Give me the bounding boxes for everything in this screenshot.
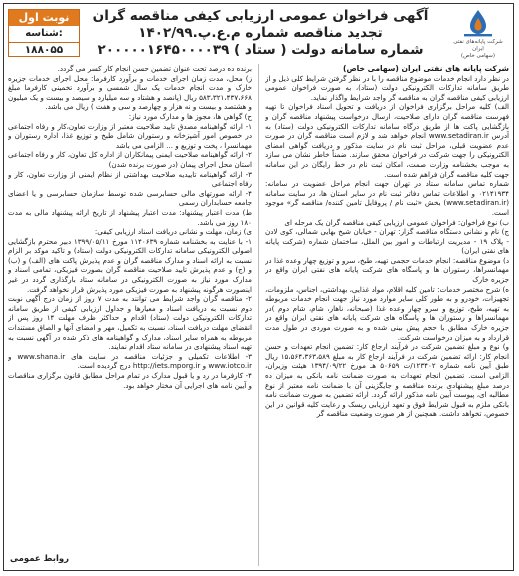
paragraph: ح) گواهی ها، مجوز ها و مدارک مورد نیاز: (128, 111, 253, 121)
paragraph: ۲- ارائه گواهینامه صلاحیت ایمنی پیمانکاران از اداره کل تعاون، کار و رفاه اجتماعی استان محل اجرای پیمان (در صورت برنده شدن) (8, 150, 253, 169)
paragraph: ۲- مناقصه گران واجد شرایط می توانند به مدت ۷ روز از زمان درج آگهی نوبت دوم نسبت به دریافت اسناد و معیارها و جداول ارزیابی کیفی از طریق سامانه تدارکات الکترونیکی دولت (ستاد) اقدام و حداکثر ظرف مهلت ۱۴ روز پس از انقضای مهلت دریافت اسناد، نسبت به تکمیل، مهر و امضای آنها و الصاق مستندات مربوطه به همراه سایر اسناد، مدارک و گواهینامه های ذکر شده در آگهی نسبت به تهیه اسناد پیشنهادی در سامانه ستاد اقدام نمایند. (8, 294, 253, 352)
notice-badge (8, 9, 80, 57)
paragraph: شرکت پایانه های نفتی ایران (سهامی خاص) (342, 64, 509, 73)
paragraph: و) نوع و مبلغ تضمین شرکت در فرآیند ارجاع کار: تضمین انجام تعهدات و حسن انجام کار: ارائه تضمین شرکت در فرآیند ارجاع کار به مبلغ ۱۵،۵۶۴،۳۶۳،۵۸۹ ریال طبق آیین نامه شماره ۱۲۳۴۰۲/ت ۵۰۶۵۹ هـ مورخ ۱۳۹۴/۰۹/۲۲ هیئت وزیران، الزامی است. تضمین انجام تعهدات به صورت ضمانت نامه بانکی به میزان ده درصد مبلغ پیشنهادی برنده مناقصه و جایگزینی آن با ضمانت نامه معتبر از نوع مطالبه ای، پیوست آیین نامه مذکور ارائه گردد. ارائه تضمین به صورت ضمانت نامه بانکی ملزم به قبول شرایط فوق و تعهد ارزیابی ریسک و رعایت کلیه قوانین در این خصوص، تخواهد داشت. همچنین از هر صورت وضعیت مناقصه گر (264, 342, 509, 419)
logo-caption-2: (سهامی خاص) (460, 53, 496, 60)
column-divider (258, 64, 259, 566)
advertisement-frame (3, 3, 514, 571)
ad-body (8, 64, 509, 566)
left-text-column (8, 64, 252, 566)
paragraph: ب) نوع فراخوان: فراخوان عمومی ارزیابی کیفی مناقصه گران یک مرحله ای (284, 217, 509, 227)
oil-terminal-logo-icon (461, 8, 495, 38)
paragraph: ۳- ارائه گواهینامه تاییدیه صلاحیت بهداشتی از نظام ایمنی از وزارت تعاون، کار و رفاه اجتماعی (8, 169, 253, 189)
right-text-column (265, 64, 509, 566)
title-line-1: آگهی فراخوان عمومی ارزیابی کیفی مناقصه گران (92, 8, 429, 24)
paragraph: د) موضوع مناقصه: انجام خدمات حجمی تهیه، طبخ، سرو و توزیع چهار وعده غذا در مهمانسراها، رستوران ها و پاسگاه های شرکت پایانه های نفتی ایران واقع در جزیره خارک (264, 255, 509, 285)
ad-title (80, 8, 441, 59)
paragraph: ج) نام و نشانی دستگاه مناقصه گزار: تهران - خیابان شیخ بهایی شمالی، کوی لادن - پلاک ۱۹ - مدیریت ارتباطات و امور بین الملل، ساختمان شماره (شرکت پایانه های نفتی ایران) (264, 227, 509, 256)
notice-round-label: نوبت اول (9, 10, 79, 26)
paragraph: در نظر دارد انجام خدمات موضوع مناقصه را با در نظر گرفتن شرایط کلی ذیل و از طریق سامانه تدارکات الکترونیکی دولت (ستاد)، به صورت فراخوان عمومی ارزیابی کیفی مناقصه گران به مناقصه گر واجد شرایط واگذار نماید. (264, 73, 509, 102)
paragraph: ۱- با عنایت به بخشنامه شماره ۱۱۴۰۶۳۹ مورخ ۱۳۹۹/۰۵/۱۱ دبیر محترم بازگشایی اصولی الکترونیکی سامانه تدارکات الکترونیکی دولت (ستاد) و تاکید موکد بر الزام نسبت به ارائه اسناد و مدارک مناقصه گران و عدم پذیرش پاکت های (الف) و (ب) و (ج) و عدم پذیرش تایید صلاحیت مناقصه گران بصورت فیزیکی، تمامی اسناد و مدارک مورد نیاز به صورت الکترونیکی در سامانه ستاد بارگذاری گردد در غیر اینصورت هرگونه پیشنهاد به صورت فیزیکی مورد پذیرش قرار نخواهد گرفت. (8, 236, 253, 294)
paragraph: الف) کلیه مراحل برگزاری فراخوان از دریافت و تحویل اسناد فراخوان تا تهیه فهرست مناقصه گران دارای صلاحیت، ارسال درخواست پیشنهاد مناقصه گران و بازگشایی پاکت ها از طریق درگاه سامانه تدارکات الکترونیکی دولت (ستاد) به آدرس www.setadiran.ir انجام خواهد شد و لازم است مناقصه گران در صورت عدم عضویت قبلی، مراحل ثبت نام در سایت مذکور و دریافت گواهی امضای الکترونیکی را جهت شرکت در فراخوان محقق سازند. ضمناً خاطر نشان می سازد به موجب بخشنامه وزارت صمت، امکان ثبت نام در خط رایگان در این سامانه جهت کلیه مناقصه گران فراهم شده است. (264, 102, 509, 179)
paragraph: ۴- کارفرما در رد و یا قبول مدارک در تمام مراحل مطابق قانون برگزاری مناقصات و آیین نامه های اجرایی آن مختار خواهد بود. (8, 371, 253, 390)
paragraph: ه) شرح مختصر خدمات: تامین کلیه اقلام، مواد غذایی، بهداشتی، اجناس، ملزومات، تجهیزات، خودرو و به طور کلی سایر موارد مورد نیاز جهت انجام خدمات مربوطه به تهیه، طبخ، توزیع و سرو چهار وعده غذا (صبحانه، ناهار، شام، شام دوم )در مهمانسراها و رستوران ها و پاسگاه های شرکت پایانه های نفتی ایران واقع در جزیره خارک مطابق با حجم پیش بینی شده و به صورت موردی در طول مدت قرارداد و به میزان درخواست شرکت. (264, 284, 509, 342)
logo-caption-1: شرکت پایانه‌های نفتی ایران (453, 39, 503, 52)
public-relations-label: روابط عمومی (10, 554, 70, 564)
company-logo (447, 8, 509, 60)
notice-id-label: شناسه: (9, 26, 79, 43)
paragraph: ط) مدت اعتبار پیشنهاد: مدت اعتبار پیشنهاد از تاریخ ارائه پیشنهاد مالی به مدت ۱۸۰ روز می باشد. (8, 207, 253, 227)
paragraph: ۱- ارائه گواهینامه مصدق تایید صلاحیت معتبر از وزارت تعاون،کار و رفاه اجتماعی در خصوص امور آشپزخانه و رستوران شامل طبخ و توزیع غذا، اداره رستوران و مهمانسرا ، پخت و توزیع و ... الزامی می باشد (8, 121, 253, 150)
title-line-3: شماره سامانه دولت ( ستاد ) ۲۰۰۰۰۰۱۶۴۵۰۰۰۰۳۹ (97, 42, 424, 58)
title-line-2: تجدید مناقصه شماره م.ع.پ.۱۴۰۲/۹۹ (138, 25, 383, 41)
ad-header (4, 4, 515, 62)
paragraph: شماره تماس سامانه ستاد در تهران جهت انجام مراحل عضویت در سامانه: ۰۲۱۴۱۹۳۴ و اطلاعات تماس دفاتر ثبت نام در سایر استان ها، در سایت سامانه (www.setadiran.ir) بخش «ثبت نام / پروفایل تامین کننده/ مناقصه گر» موجود است. (264, 179, 509, 217)
paragraph: ز) محل، مدت زمان اجرای خدمات و برآورد کارفرما: محل اجرای خدمات جزیره خارک و مدت انجام خدمات یک سال شمسی و برآورد تخمینی کارفرما مبلغ ۵۸۳،۳۲۱،۴۳۷،۶۶۸ ریال (پانصد و هشتاد و سه میلیارد و سیصد و بیست و یک میلیون و هشتصد و بیست و نه هزار و چهارصد و سی و هفت ) ریال می باشد. (8, 73, 253, 112)
paragraph: ۳- اطلاعات تکمیلی و جزئیات مناقصه در سایت های www.shana.ir و www.iotco.ir و http://iets.mporg.ir درج گردیده است. (8, 351, 253, 371)
paragraph: ی) زمان، مهلت و نشانی دریافت اسناد ارزیابی کیفی: (94, 227, 253, 237)
notice-id-value: ۱۸۸۰۵۵ (24, 44, 64, 56)
paragraph: ۴- ارائه صورتهای مالی حسابرسی شده توسط سازمان حسابرسی و یا اعضای جامعه حسابداران رسمی (8, 188, 253, 208)
paragraph: برنده ده درصد تحت عنوان تضمین حسن انجام کار کسر می گردد. (57, 64, 253, 73)
